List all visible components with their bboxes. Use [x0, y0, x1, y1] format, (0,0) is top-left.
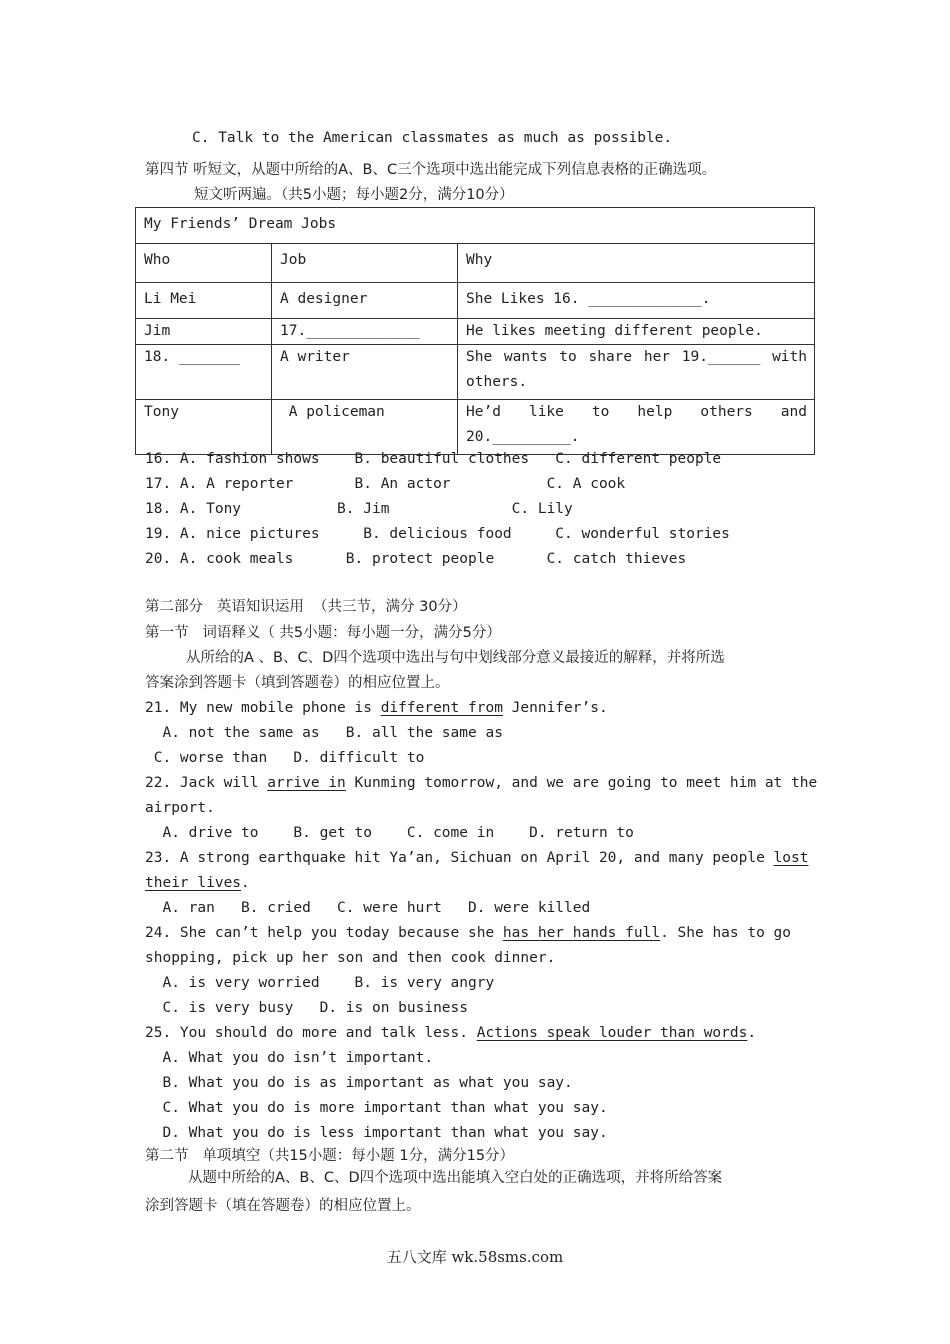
- table-cell: 17._____________: [272, 319, 458, 345]
- underlined-phrase: lost: [773, 850, 809, 866]
- header-why: Why: [458, 244, 815, 283]
- q25-option-a: A. What you do isn’t important.: [145, 1050, 434, 1066]
- table-cell: Jim: [136, 319, 272, 345]
- question-23-cont: their lives.: [145, 875, 250, 891]
- q22-options: A. drive to B. get to C. come in D. return to: [145, 825, 634, 841]
- table-cell: Tony: [136, 400, 272, 455]
- q25-option-c: C. What you do is more important than what you say.: [145, 1100, 608, 1116]
- underlined-phrase: arrive in: [267, 775, 346, 791]
- why-policeman: He’d like to help others and 20._________.: [466, 404, 807, 445]
- table-cell: [458, 400, 815, 455]
- part-2-title: 第二部分 英语知识运用 （共三节，满分 30分）: [145, 599, 467, 615]
- section-1-instruction-cont: 答案涂到答题卡（填到答题卷）的相应位置上。: [145, 675, 450, 691]
- option-line: 17. A. A reporter B. An actor C. A cook: [145, 476, 626, 492]
- underlined-phrase: different from: [380, 700, 503, 716]
- table-cell: [458, 345, 815, 400]
- q24-options-cd: C. is very busy D. is on business: [145, 1000, 469, 1016]
- option-line: 20. A. cook meals B. protect people C. catch thieves: [145, 551, 687, 567]
- underlined-phrase: their lives: [145, 875, 242, 891]
- table-cell: Li Mei: [136, 283, 272, 319]
- header-who: Who: [136, 244, 272, 283]
- option-line: 18. A. Tony B. Jim C. Lily: [145, 501, 573, 517]
- question-21: 21. My new mobile phone is different from Jennifer’s.: [145, 700, 608, 716]
- table-cell: A policeman: [272, 400, 458, 455]
- question-24: 24. She can’t help you today because she has her hands full. She has to go: [145, 925, 792, 941]
- question-25: 25. You should do more and talk less. Actions speak louder than words.: [145, 1025, 757, 1041]
- option-line: 19. A. nice pictures B. delicious food C. wonderful stories: [145, 526, 730, 542]
- table-cell: She Likes 16. _____________.: [458, 283, 815, 319]
- question-23: 23. A strong earthquake hit Ya’an, Sichuan on April 20, and many people lost: [145, 850, 809, 866]
- table-cell: A designer: [272, 283, 458, 319]
- underlined-phrase: Actions speak louder than words: [476, 1025, 748, 1041]
- q23-options: A. ran B. cried C. were hurt D. were killed: [145, 900, 591, 916]
- section-2-instruction: 从题中所给的A、B、C、D四个选项中选出能填入空白处的正确选项，并将所给答案: [188, 1170, 723, 1186]
- section-4-title: 第四节 听短文，从题中所给的A、B、C三个选项中选出能完成下列信息表格的正确选项。: [145, 162, 717, 178]
- q21-options-cd: C. worse than D. difficult to: [145, 750, 425, 766]
- dream-jobs-table: [135, 207, 815, 455]
- option-line: 16. A. fashion shows B. beautiful clothes C. different people: [145, 451, 722, 467]
- table-cell: He likes meeting different people.: [458, 319, 815, 345]
- q25-option-d: D. What you do is less important than what you say.: [145, 1125, 608, 1141]
- question-22-cont: airport.: [145, 800, 215, 816]
- section-2-instruction-cont: 涂到答题卡（填在答题卷）的相应位置上。: [145, 1198, 421, 1214]
- q21-options-ab: A. not the same as B. all the same as: [145, 725, 503, 741]
- why-writer: She wants to share her 19.______ with others.: [466, 349, 807, 390]
- table-cell: 18. _______: [136, 345, 272, 400]
- header-job: Job: [272, 244, 458, 283]
- q25-option-b: B. What you do is as important as what you say.: [145, 1075, 573, 1091]
- option-c-line: C. Talk to the American classmates as much as possible.: [192, 130, 673, 146]
- question-22: 22. Jack will arrive in Kunming tomorrow, and we are going to meet him at the: [145, 775, 818, 791]
- q24-options-ab: A. is very worried B. is very angry: [145, 975, 495, 991]
- section-1-title: 第一节 词语释义（ 共5小题：每小题一分，满分5分）: [145, 625, 501, 641]
- section-1-instruction: 从所给的A 、B、C、D四个选项中选出与句中划线部分意义最接近的解释，并将所选: [186, 650, 725, 666]
- footer-watermark: 五八文库 wk.58sms.com: [386, 1248, 564, 1266]
- section-4-subtitle: 短文听两遍。（共5小题；每小题2分，满分10分）: [194, 187, 514, 203]
- section-2-title: 第二节 单项填空（共15小题：每小题 1分，满分15分）: [145, 1148, 515, 1164]
- table-cell: A writer: [272, 345, 458, 400]
- table-title: My Friends’ Dream Jobs: [136, 208, 815, 244]
- underlined-phrase: has her hands full: [502, 925, 661, 941]
- question-24-cont: shopping, pick up her son and then cook dinner.: [145, 950, 556, 966]
